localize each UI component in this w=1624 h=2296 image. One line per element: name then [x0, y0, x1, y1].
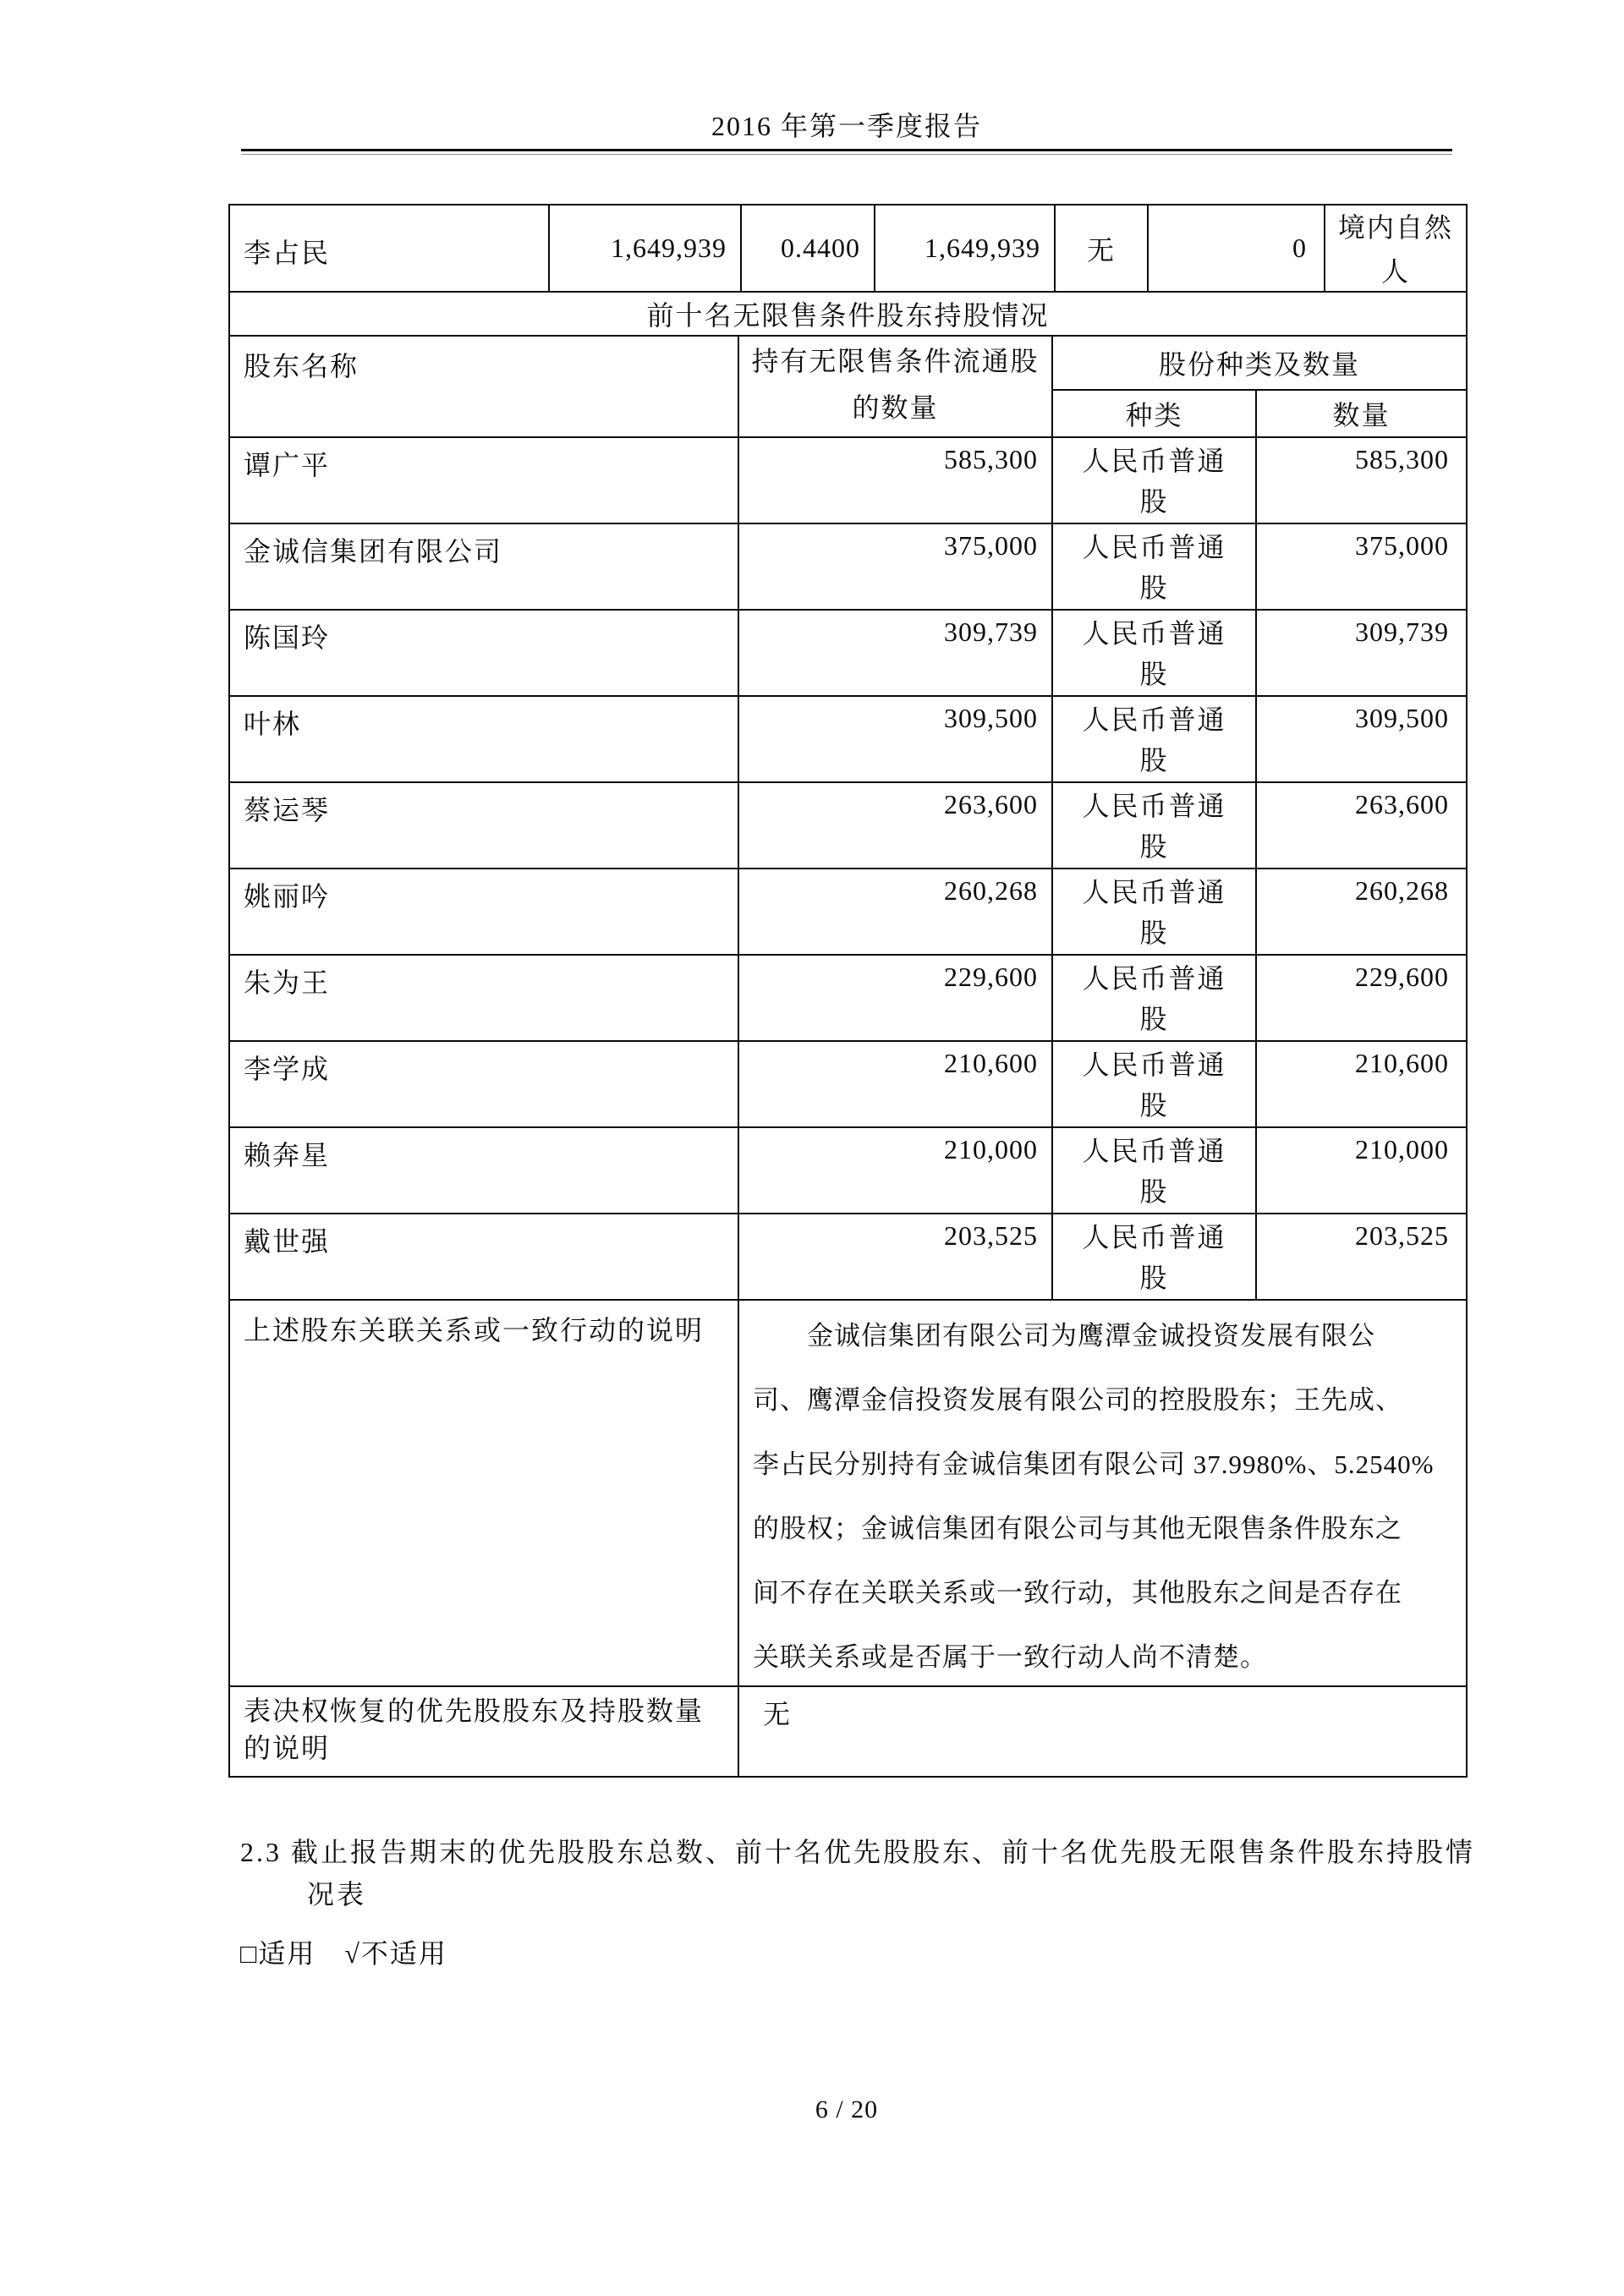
relation-line: 司、鹰潭金信投资发展有限公司的控股股东；王先成、: [753, 1385, 1402, 1415]
share-type-cell: 人民币普通股: [1053, 956, 1257, 1042]
col-header-type: 种类: [1053, 391, 1257, 438]
shareholder-nature-cell: 境内自然人: [1325, 205, 1466, 293]
shareholder-name-cell: 金诚信集团有限公司: [230, 524, 739, 611]
shares-cell: 210,600: [739, 1042, 1053, 1128]
share-qty-cell: 203,525: [1257, 1214, 1466, 1301]
not-applicable-label: 不适用: [360, 1938, 447, 1969]
header-rule: [241, 149, 1452, 151]
relation-line: 间不存在关联关系或一致行动，其他股东之间是否存在: [753, 1578, 1402, 1608]
relation-label: 上述股东关联关系或一致行动的说明: [230, 1301, 739, 1687]
relation-line: 关联关系或是否属于一致行动人尚不清楚。: [753, 1642, 1267, 1672]
shares-cell: 309,500: [739, 697, 1053, 783]
share-type-cell: 人民币普通股: [1053, 1128, 1257, 1214]
shares-cell: 203,525: [739, 1214, 1053, 1301]
page-number: 6 / 20: [815, 2096, 879, 2123]
preferred-label: 表决权恢复的优先股股东及持股数量的说明: [230, 1687, 739, 1776]
col-header-shareholder: 股东名称: [230, 337, 739, 438]
share-qty-cell: 309,739: [1257, 611, 1466, 697]
shares-cell: 260,268: [739, 869, 1053, 956]
preferred-value: 无: [763, 1699, 793, 1729]
shareholder-name-cell: 戴世强: [230, 1214, 739, 1301]
share-qty-cell: 375,000: [1257, 524, 1466, 611]
relation-text: [739, 1301, 1466, 1687]
section-title: 前十名无限售条件股东持股情况: [230, 293, 1466, 337]
shares-cell: 263,600: [739, 783, 1053, 869]
shares-cell: 585,300: [739, 438, 1053, 524]
share-type-cell: 人民币普通股: [1053, 783, 1257, 869]
shares-cell: 375,000: [739, 524, 1053, 611]
applicability-line: [240, 1935, 447, 1972]
shareholder-name-cell: 赖奔星: [230, 1128, 739, 1214]
shareholder-name-cell: 李学成: [230, 1042, 739, 1128]
share-qty-cell: 210,600: [1257, 1042, 1466, 1128]
share-type-cell: 人民币普通股: [1053, 438, 1257, 524]
section-number: 2.3: [240, 1837, 282, 1867]
shares-cell: 309,739: [739, 611, 1053, 697]
share-qty-cell: 210,000: [1257, 1128, 1466, 1214]
share-type-cell: 人民币普通股: [1053, 1042, 1257, 1128]
section-2-3-heading-wrap: 况表: [307, 1879, 367, 1910]
shareholder-table: [228, 204, 1468, 1778]
pledge-status-cell: 无: [1056, 205, 1149, 293]
shareholder-name-cell: 朱为王: [230, 956, 739, 1042]
check-icon: √: [344, 1938, 361, 1969]
pledge-qty-cell: 0: [1149, 205, 1325, 293]
share-qty-cell: 585,300: [1257, 438, 1466, 524]
shareholder-name-cell: 姚丽吟: [230, 869, 739, 956]
share-type-cell: 人民币普通股: [1053, 524, 1257, 611]
relation-line: 的股权；金诚信集团有限公司与其他无限售条件股东之: [753, 1514, 1402, 1543]
shareholder-name-cell: 陈国玲: [230, 611, 739, 697]
ratio-cell: 0.4400: [742, 205, 875, 293]
share-type-cell: 人民币普通股: [1053, 697, 1257, 783]
page-title: 2016 年第一季度报告: [710, 111, 982, 141]
share-type-cell: 人民币普通股: [1053, 869, 1257, 956]
share-qty-cell: 229,600: [1257, 956, 1466, 1042]
shareholder-name-cell: 李占民: [230, 205, 550, 293]
checkbox-unchecked-icon: □: [240, 1938, 259, 1969]
section-heading-text: 截止报告期末的优先股股东总数、前十名优先股股东、前十名优先股无限售条件股东持股情: [291, 1837, 1476, 1867]
share-qty-cell: 260,268: [1257, 869, 1466, 956]
shares-cell: 210,000: [739, 1128, 1053, 1214]
share-type-cell: 人民币普通股: [1053, 1214, 1257, 1301]
relation-line: 金诚信集团有限公司为鹰潭金诚投资发展有限公: [807, 1321, 1375, 1351]
applicable-label: 适用: [258, 1938, 316, 1969]
col-header-qty: 数量: [1257, 391, 1466, 438]
shareholder-name-cell: 谭广平: [230, 438, 739, 524]
share-type-cell: 人民币普通股: [1053, 611, 1257, 697]
share-qty-cell: 309,500: [1257, 697, 1466, 783]
section-2-3-heading: [240, 1833, 1475, 1871]
unrestricted-shares-cell: 1,649,939: [875, 205, 1056, 293]
relation-line: 李占民分别持有金诚信集团有限公司 37.9980%、5.2540%: [753, 1449, 1435, 1479]
share-qty-cell: 263,600: [1257, 783, 1466, 869]
shareholder-name-cell: 叶林: [230, 697, 739, 783]
col-header-shares: 持有无限售条件流通股的数量: [739, 337, 1053, 438]
shareholder-name-cell: 蔡运琴: [230, 783, 739, 869]
shares-cell: 229,600: [739, 956, 1053, 1042]
col-header-type-and-qty: 股份种类及数量: [1053, 337, 1466, 391]
shares-held-cell: 1,649,939: [550, 205, 742, 293]
header-rule-echo: [241, 154, 1452, 155]
